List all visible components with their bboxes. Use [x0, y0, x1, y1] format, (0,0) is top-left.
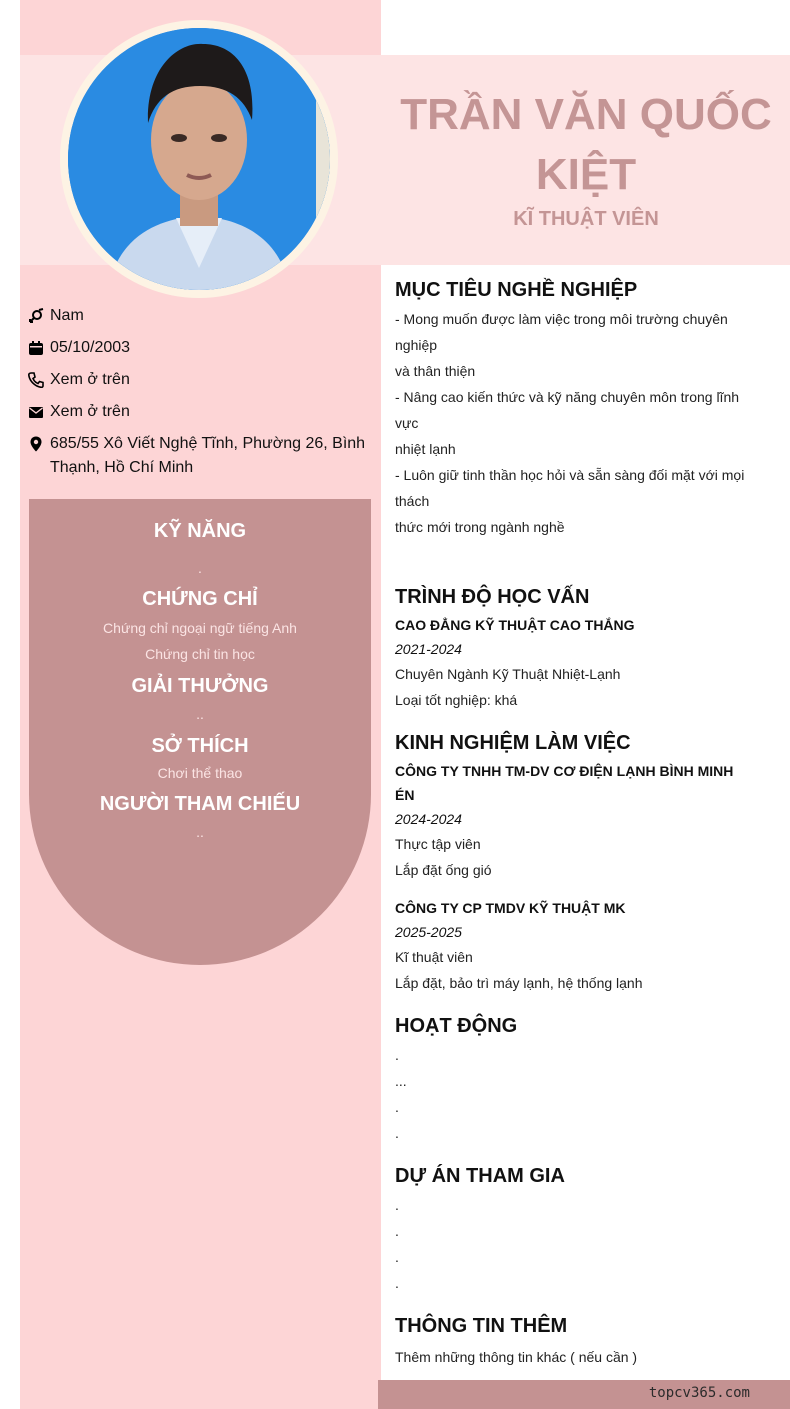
objective-body [395, 306, 755, 540]
objective-line: - Luôn giữ tinh thần học hỏi và sẵn sàng đối mặt với mọi [395, 467, 745, 483]
objective-line: vực [395, 415, 419, 431]
candidate-name-line1: TRẦN VĂN QUỐC [400, 90, 772, 139]
contact-email [28, 400, 373, 424]
projects-heading: DỰ ÁN THAM GIA [395, 1165, 565, 1187]
experience-date: 2025-2025 [395, 924, 462, 940]
contact-birthday [28, 336, 373, 360]
location-pin-icon [28, 432, 48, 456]
calendar-icon [28, 336, 48, 360]
certificate-item: Chứng chỉ tin học [145, 646, 255, 662]
objective-line: thách [395, 493, 430, 509]
portrait-image [68, 28, 330, 290]
activity-line: . [395, 1047, 399, 1063]
experience-role: Thực tập viên [395, 836, 481, 852]
education-entry [395, 613, 755, 713]
objective-line: và thân thiện [395, 363, 476, 379]
gender-icon [28, 304, 48, 328]
references-text: .. [196, 824, 204, 840]
school-name: CAO ĐẲNG KỸ THUẬT CAO THẮNG [395, 617, 635, 633]
extra-info-heading: THÔNG TIN THÊM [395, 1315, 568, 1337]
project-line: . [395, 1197, 399, 1213]
sidebar-skills-panel [29, 499, 371, 965]
projects-body [395, 1192, 755, 1296]
skills-heading: KỸ NĂNG [153, 520, 247, 542]
gender-value: Nam [50, 307, 84, 324]
references-heading: NGƯỜI THAM CHIẾU [99, 793, 301, 815]
activity-line: . [395, 1099, 399, 1115]
skills-text: . [198, 560, 202, 576]
education-grade: Loại tốt nghiệp: khá [395, 692, 518, 708]
hobbies-heading: SỞ THÍCH [151, 735, 249, 757]
email-value: Xem ở trên [50, 403, 130, 420]
education-heading: TRÌNH ĐỘ HỌC VẤN [395, 586, 590, 608]
certificate-item: Chứng chỉ ngoại ngữ tiếng Anh [103, 620, 297, 636]
envelope-icon [28, 400, 48, 424]
avatar [68, 28, 330, 290]
experience-entry [395, 896, 755, 996]
experience-heading: KINH NGHIỆM LÀM VIỆC [395, 732, 631, 754]
project-line: . [395, 1249, 399, 1265]
address-value: 685/55 Xô Viết Nghệ Tĩnh, Phường 26, Bình Thạnh, Hồ Chí Minh [50, 435, 366, 476]
birthday-value: 05/10/2003 [50, 339, 131, 356]
activities-body [395, 1042, 755, 1146]
experience-description: Lắp đặt, bảo trì máy lạnh, hệ thống lạnh [395, 975, 643, 991]
extra-info-text: Thêm những thông tin khác ( nếu cần ) [395, 1349, 638, 1365]
education-major: Chuyên Ngành Kỹ Thuật Nhiệt-Lạnh [395, 666, 621, 682]
company-name: CÔNG TY CP TMDV KỸ THUẬT MK [395, 900, 626, 916]
company-name: CÔNG TY TNHH TM-DV CƠ ĐIỆN LẠNH BÌNH MINH ÉN [395, 763, 734, 803]
project-line: . [395, 1275, 399, 1291]
experience-date: 2024-2024 [395, 811, 462, 827]
objective-heading: MỤC TIÊU NGHỀ NGHIỆP [395, 279, 638, 301]
experience-role: Kĩ thuật viên [395, 949, 473, 965]
objective-line: thức mới trong ngành nghề [395, 519, 565, 535]
objective-line: nhiệt lạnh [395, 441, 456, 457]
certificates-heading: CHỨNG CHỈ [142, 588, 258, 610]
objective-line: - Nâng cao kiến thức và kỹ năng chuyên môn trong lĩnh [395, 389, 740, 405]
education-date: 2021-2024 [395, 641, 462, 657]
activity-line: . [395, 1125, 399, 1141]
contact-gender [28, 304, 373, 328]
footer-bar [378, 1380, 790, 1409]
contact-address [28, 432, 373, 480]
phone-icon [28, 368, 48, 392]
candidate-name-line2: KIỆT [535, 150, 637, 199]
candidate-name [400, 85, 772, 205]
experience-description: Lắp đặt ống gió [395, 862, 492, 878]
objective-line: - Mong muốn được làm việc trong môi trường chuyên [395, 311, 728, 327]
main-content [395, 276, 755, 1370]
footer-brand: topcv365.com [648, 1385, 750, 1401]
activities-heading: HOẠT ĐỘNG [395, 1015, 518, 1037]
phone-value: Xem ở trên [50, 371, 130, 388]
contact-info [28, 304, 373, 488]
experience-entry [395, 759, 755, 883]
activity-line: ... [395, 1073, 407, 1089]
hobbies-text: Chơi thể thao [157, 765, 243, 781]
awards-text: .. [196, 706, 204, 722]
awards-heading: GIẢI THƯỞNG [131, 675, 269, 697]
project-line: . [395, 1223, 399, 1239]
contact-phone [28, 368, 373, 392]
job-title: KĨ THUẬT VIÊN [513, 208, 659, 230]
objective-line: nghiệp [395, 337, 438, 353]
